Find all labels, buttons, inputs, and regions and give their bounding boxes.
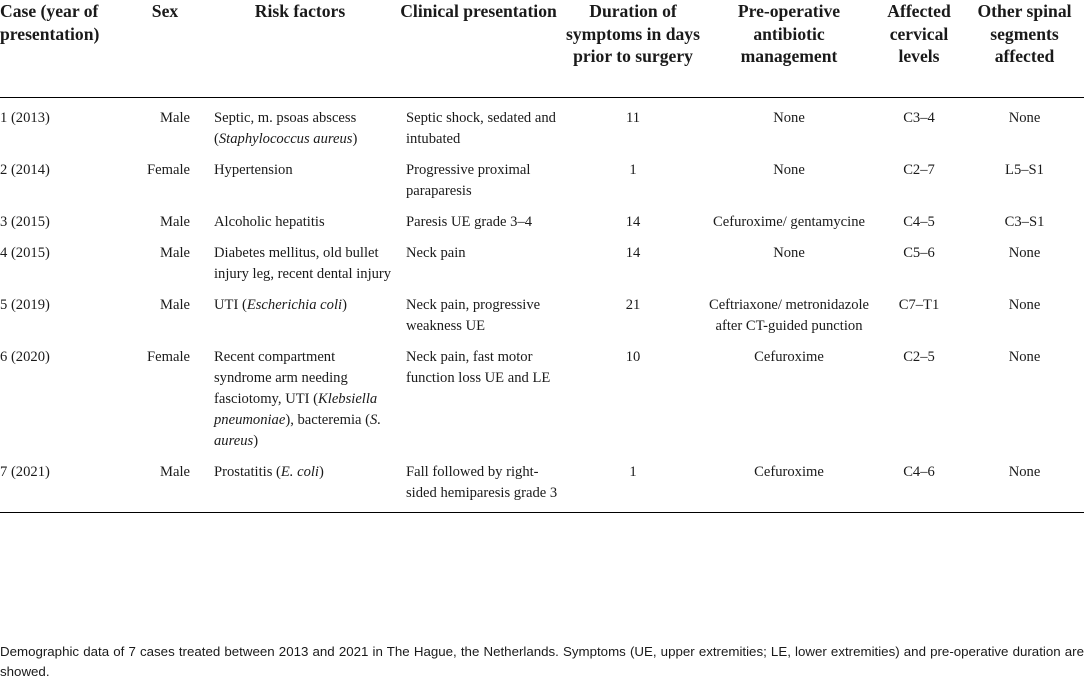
table-row — [0, 285, 1084, 337]
cell-duration: 1 — [629, 162, 637, 178]
cell-antibiotic: Cefuroxime — [754, 349, 824, 365]
cell-antibiotic: None — [773, 110, 805, 126]
table-row — [0, 202, 1084, 233]
cell-cervical: C2–5 — [903, 349, 935, 365]
cell-case: 2 (2014) — [0, 162, 50, 178]
cell-case: 5 (2019) — [0, 297, 50, 313]
cell-other: None — [1008, 297, 1041, 313]
table-row — [0, 452, 1084, 513]
header-row — [0, 0, 1084, 98]
table-row — [0, 150, 1084, 202]
cell-risk-factors: Hypertension — [214, 162, 293, 178]
cell-case: 3 (2015) — [0, 214, 50, 230]
cell-clinical: Neck pain, progressive weakness UE — [406, 297, 541, 334]
cell-sex: Male — [126, 452, 204, 513]
cell-case: 1 (2013) — [0, 110, 50, 126]
header-risk-factors: Risk factors — [204, 0, 396, 98]
cell-duration: 14 — [625, 214, 641, 230]
cell-risk-factors: Recent compartment syndrome arm needing fasciotomy, UTI (Klebsiella pneumoniae), bacteremia (S. aureus) — [214, 349, 381, 449]
cell-risk-factors: Diabetes mellitus, old bullet injury leg, recent dental injury — [214, 245, 392, 282]
cell-sex: Female — [147, 349, 190, 365]
cell-antibiotic: None — [773, 162, 805, 178]
cell-cervical: C7–T1 — [898, 297, 940, 313]
cell-other: None — [1008, 110, 1041, 126]
cell-clinical: Septic shock, sedated and intubated — [406, 110, 556, 147]
cell-antibiotic: Cefuroxime/ gentamycine — [713, 214, 865, 230]
cell-cervical: C4–6 — [873, 452, 965, 513]
cell-cervical: C2–7 — [903, 162, 935, 178]
cell-clinical: Neck pain, fast motor function loss UE and LE — [406, 349, 551, 386]
header-antibiotic: Pre-operative antibiotic management — [705, 0, 873, 98]
cell-case: 6 (2020) — [0, 349, 50, 365]
cell-case: 4 (2015) — [0, 245, 50, 261]
cell-sex: Female — [147, 162, 190, 178]
cell-clinical: Paresis UE grade 3–4 — [406, 214, 533, 230]
cell-duration: 11 — [625, 110, 641, 126]
cell-cervical: C3–4 — [903, 110, 935, 126]
cell-clinical: Neck pain — [406, 245, 466, 261]
cell-clinical: Fall followed by right-sided hemiparesis grade 3 — [396, 452, 561, 513]
cell-risk-factors: Septic, m. psoas abscess (Staphylococcus aureus) — [214, 110, 358, 147]
header-sex: Sex — [126, 0, 204, 98]
cell-other: None — [1008, 349, 1041, 365]
cell-risk-factors: Prostatitis (E. coli) — [204, 452, 396, 513]
cell-clinical: Progressive proximal paraparesis — [406, 162, 531, 199]
cell-sex: Male — [160, 297, 190, 313]
header-duration: Duration of symptoms in days prior to surgery — [561, 0, 705, 98]
cell-sex: Male — [160, 110, 190, 126]
header-clinical-presentation: Clinical presentation — [396, 0, 561, 98]
cell-risk-factors: Alcoholic hepatitis — [214, 214, 325, 230]
cell-antibiotic: None — [773, 245, 805, 261]
cell-cervical: C4–5 — [903, 214, 935, 230]
cell-other: None — [965, 452, 1084, 513]
cell-duration: 14 — [625, 245, 641, 261]
header-cervical-levels: Affected cervical levels — [873, 0, 965, 98]
cell-sex: Male — [160, 214, 190, 230]
cell-antibiotic: Cefuroxime — [705, 452, 873, 513]
table-footnote: Demographic data of 7 cases treated between 2013 and 2021 in The Hague, the Netherlands. Symptoms (UE, upper extremities; LE, lower extremities) and pre-operative duration are showed. — [0, 644, 1084, 679]
cell-case: 7 (2021) — [0, 452, 126, 513]
cell-duration: 10 — [625, 349, 641, 365]
table-row — [0, 337, 1084, 452]
cell-other: C3–S1 — [1004, 214, 1045, 230]
cell-other: L5–S1 — [1005, 162, 1044, 178]
table-row — [0, 98, 1084, 151]
header-other-segments: Other spinal segments affected — [965, 0, 1084, 98]
cell-duration: 1 — [561, 452, 705, 513]
cell-sex: Male — [160, 245, 190, 261]
header-case: Case (year of presentation) — [0, 0, 126, 98]
cell-cervical: C5–6 — [903, 245, 935, 261]
cell-duration: 21 — [625, 297, 641, 313]
cell-other: None — [1008, 245, 1041, 261]
cell-risk-factors: UTI (Escherichia coli) — [214, 297, 347, 313]
cell-antibiotic: Ceftriaxone/ metronidazole after CT-guided punction — [708, 297, 870, 334]
table-row — [0, 233, 1084, 285]
